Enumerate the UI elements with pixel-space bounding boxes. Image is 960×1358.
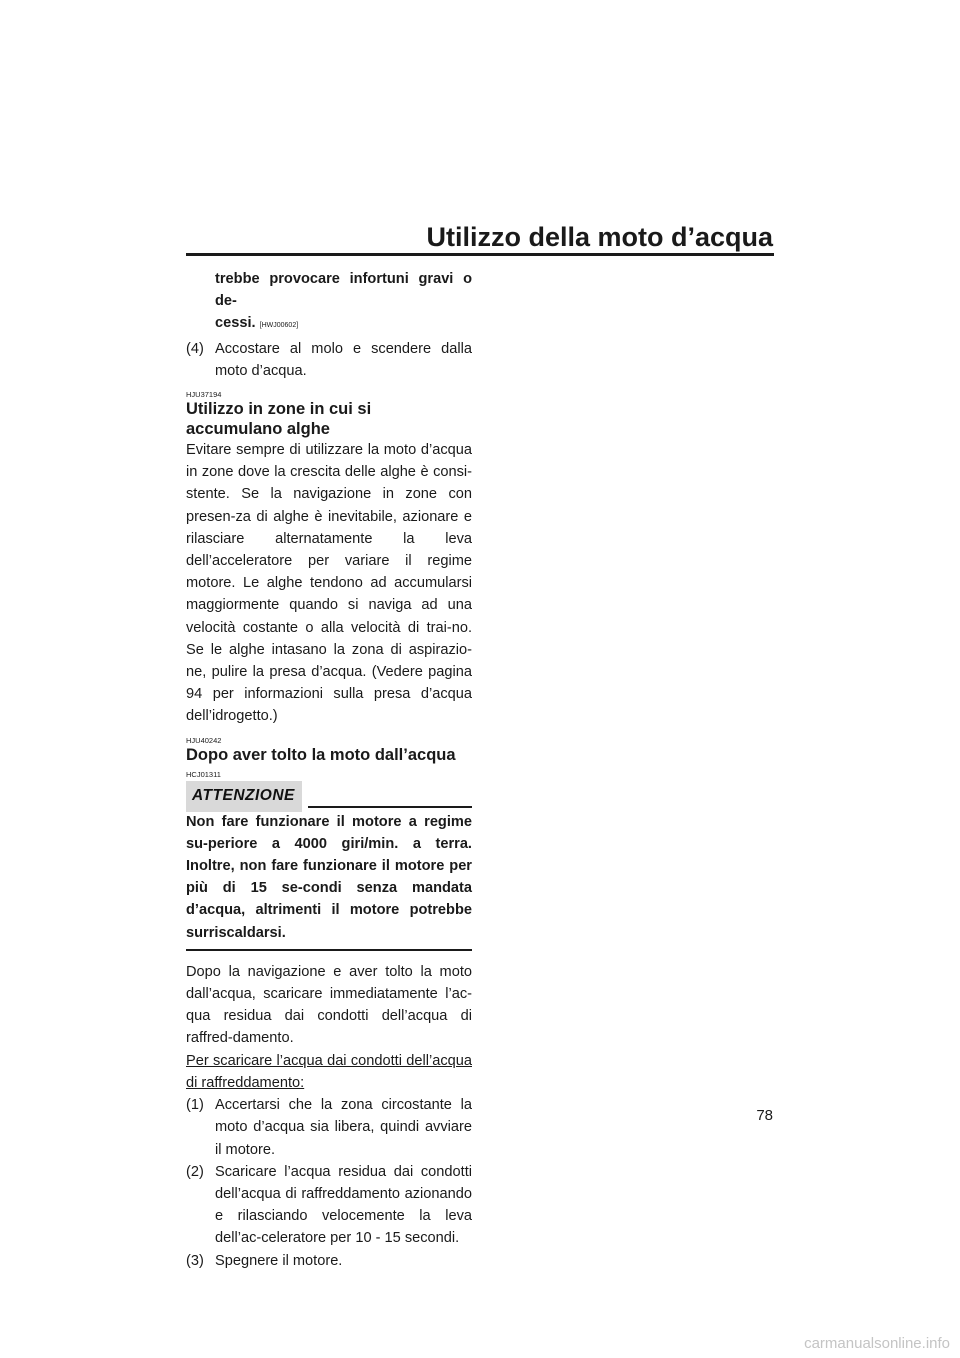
warning-line-2-text: cessi.: [215, 315, 256, 332]
procedure-step: [186, 1094, 472, 1161]
warning-line-1: trebbe provocare infortuni gravi o de-: [215, 271, 472, 310]
caution-label: ATTENZIONE: [186, 781, 302, 812]
step-4-text: Accostare al molo e scendere dalla moto d’acqua.: [215, 340, 472, 379]
warning-code: [HWJ00602]: [259, 322, 299, 330]
page-number: 78: [756, 1107, 773, 1124]
watermark: carmanualsonline.info: [804, 1335, 950, 1352]
header-rule: [186, 253, 774, 256]
caution-header: [186, 781, 472, 811]
main-column: [186, 268, 472, 1272]
caution-code: HCJ01311: [186, 769, 221, 779]
caution-text: Non fare funzionare il motore a regime su-periore a 4000 giri/min. a terra. Inoltre, non fare funzionare il motore per più di 15 se-condi senza mandata d’acqua, altrimenti il motore potrebbe surriscaldarsi.: [186, 813, 472, 941]
procedure-step-text: Scaricare l’acqua residua dai condotti dell’acqua di raffreddamento azionando e rilasciando velocemente la leva dell’ac-celeratore per 10 - 15 secondi.: [215, 1163, 472, 1247]
after-section-body: Dopo la navigazione e aver tolto la moto dall’acqua, scaricare immediatamente l’ac-qua residua dai condotti dell’acqua di raffred-damento.: [186, 963, 472, 1047]
page-header-title: Utilizzo della moto d’acqua: [426, 222, 773, 252]
caution-header-rule: [308, 806, 472, 808]
procedure-step: [186, 1161, 472, 1250]
caution-bottom-rule: [186, 949, 472, 951]
algae-section-title: Utilizzo in zone in cui si accumulano alghe: [186, 400, 372, 439]
procedure-step-text: Accertarsi che la zona circostante la moto d’acqua sia libera, quindi avviare il motore.: [215, 1097, 472, 1158]
warning-continuation: [186, 268, 472, 338]
procedure-step-text: Spegnere il motore.: [215, 1252, 343, 1269]
procedure-step-number: (1): [186, 1097, 204, 1114]
algae-section-body: Evitare sempre di utilizzare la moto d’acqua in zone dove la crescita delle alghe è consi-stente. Se la navigazione in zone con presen-za di alghe è inevitabile, azionare e rilasciare alternatamente la leva dell’acceleratore per variare il regime motore. Le alghe tendono ad accumularsi maggiormente quando si naviga ad una velocità costante o alla velocità di trai-no. Se le alghe intasano la zona di aspirazio-ne, pulire la presa d’acqua. (Vedere pagina 94 per informazioni sulla presa d’acqua dell’idrogetto.): [186, 442, 472, 725]
procedure-step: [186, 1250, 472, 1272]
warning-line-2: [215, 312, 472, 337]
algae-section-code: HJU37194: [186, 390, 222, 400]
procedure-step-number: (3): [186, 1252, 204, 1269]
procedure-title: Per scaricare l’acqua dai condotti dell’acqua di raffreddamento:: [186, 1052, 472, 1091]
step-4-number: (4): [186, 340, 204, 357]
after-section-code: HJU40242: [186, 735, 222, 745]
after-section-title: Dopo aver tolto la moto dall’acqua: [186, 745, 456, 764]
step-4: [186, 338, 472, 382]
procedure-step-number: (2): [186, 1163, 204, 1180]
